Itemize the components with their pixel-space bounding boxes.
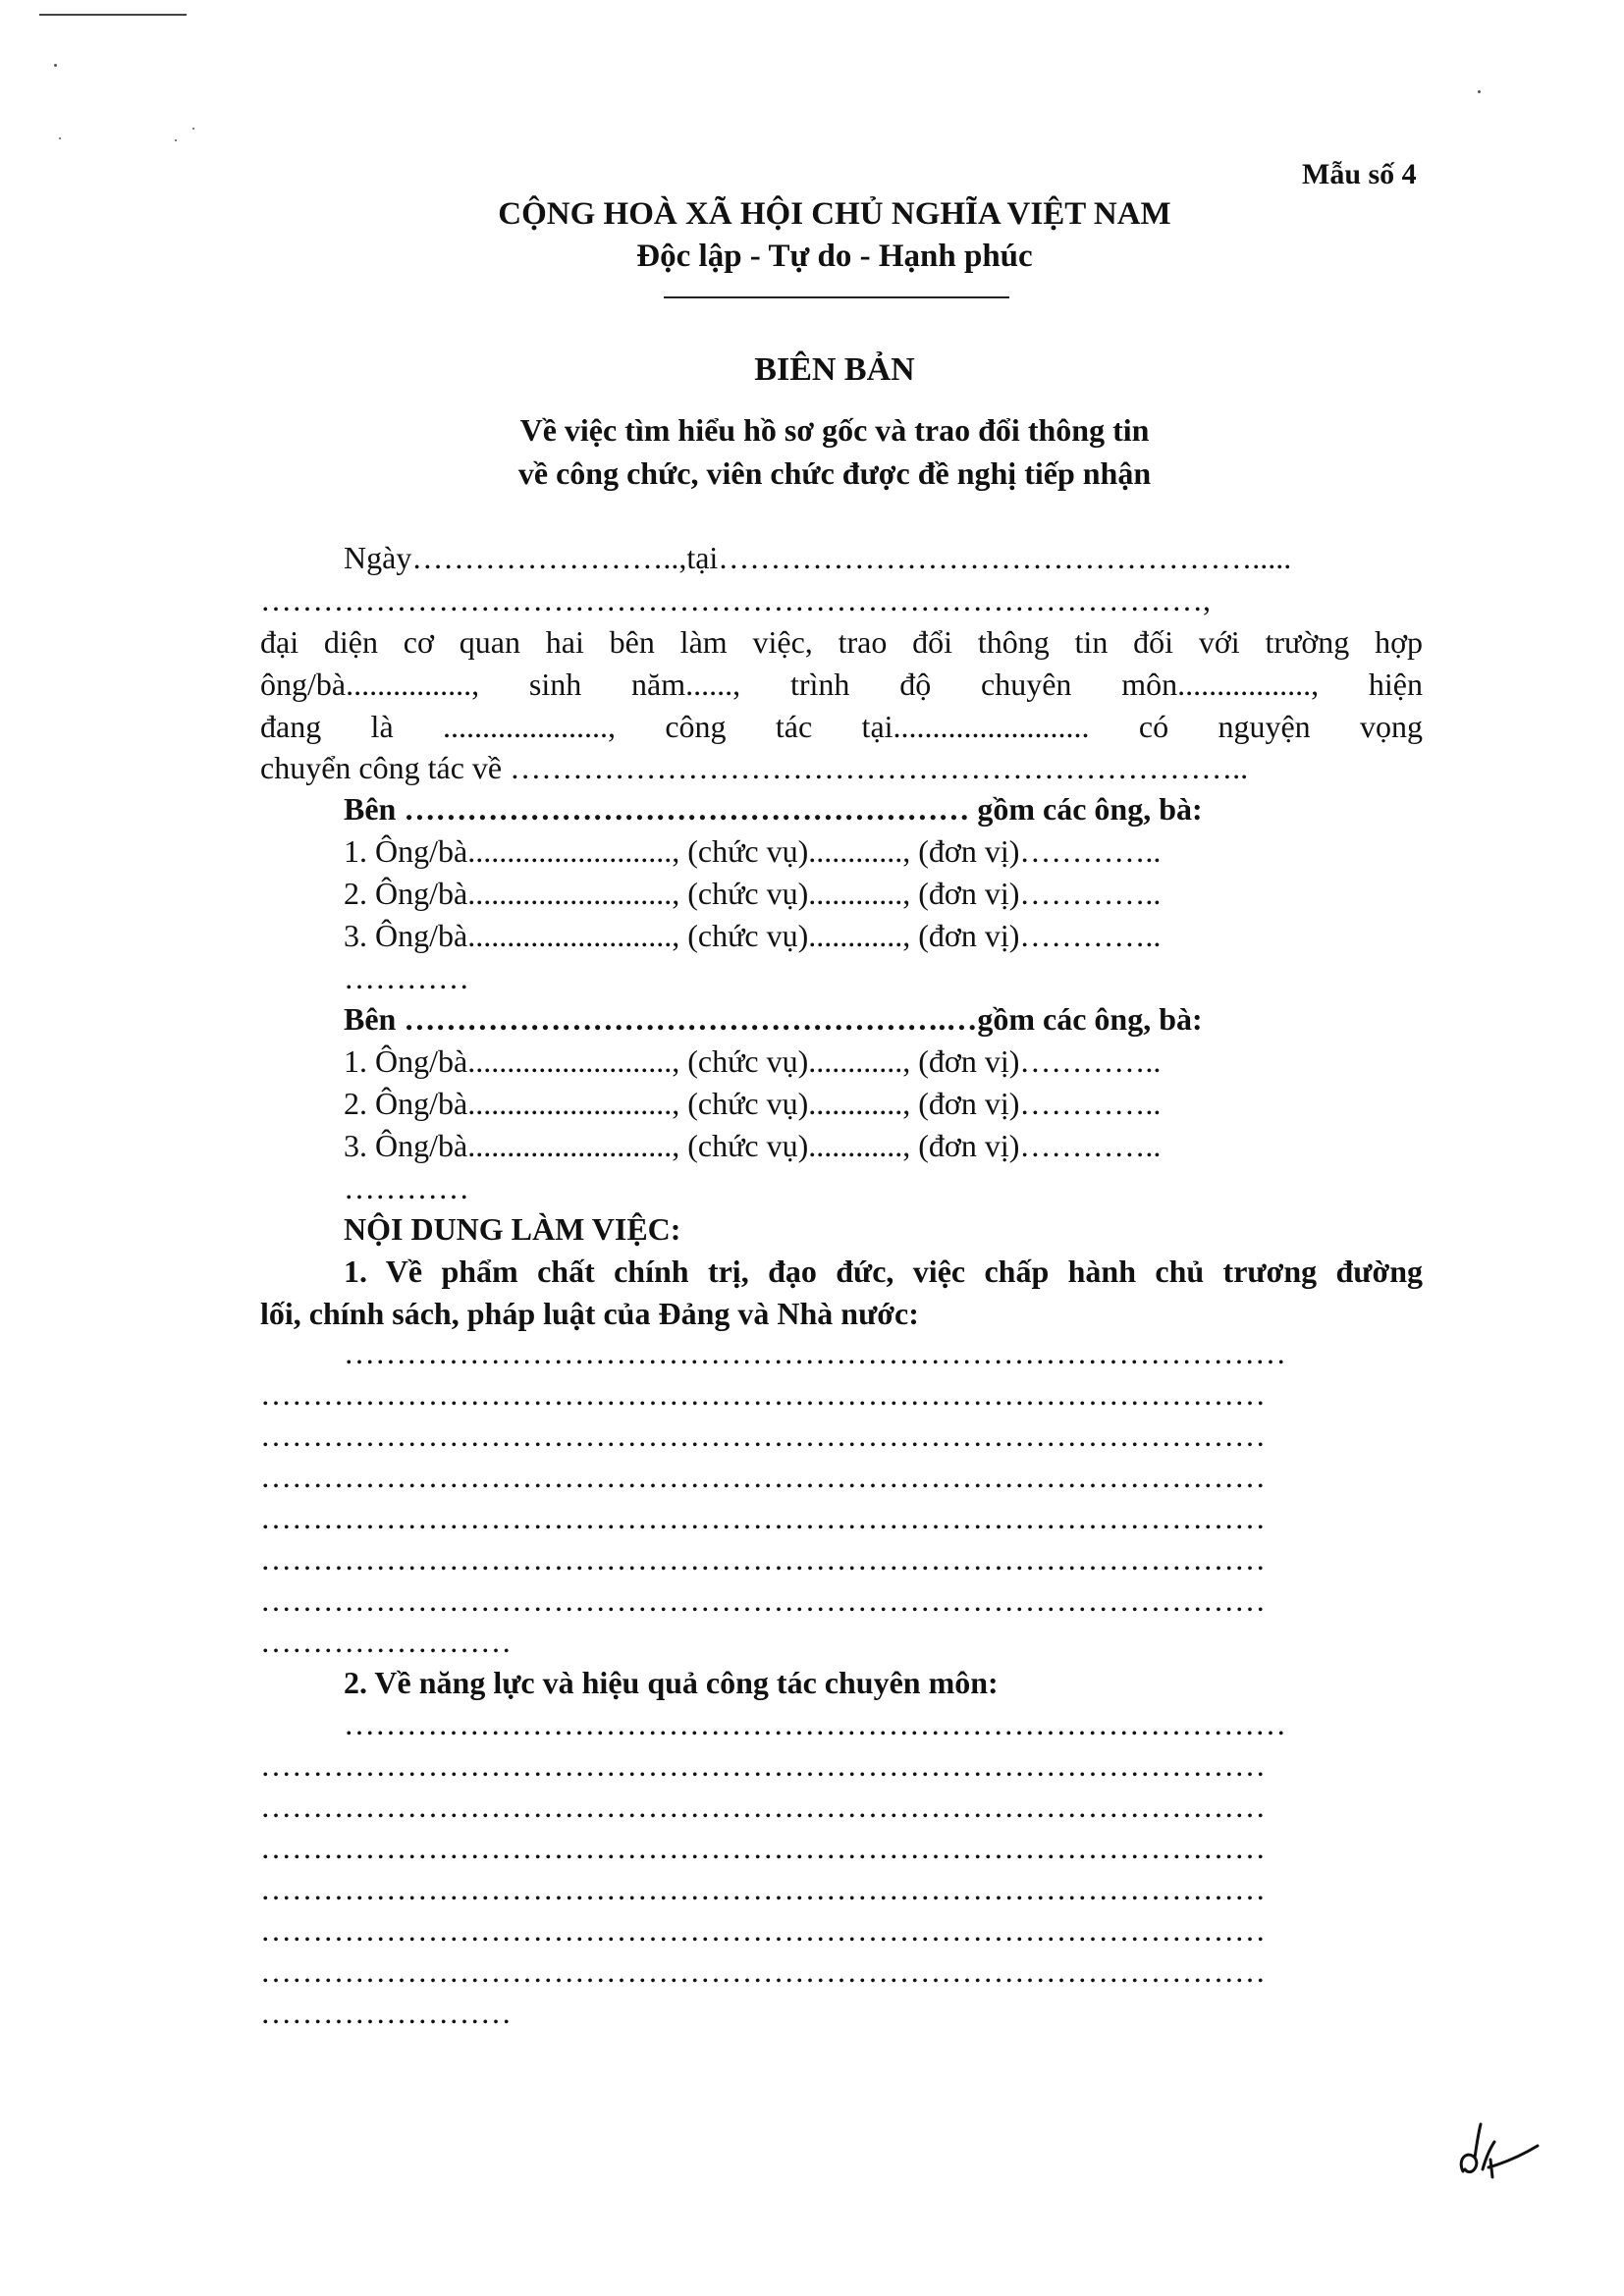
motto: Độc lập - Tự do - Hạnh phúc [636, 239, 1033, 274]
party-1-continuation: ………… [344, 960, 469, 995]
section-1-blank-line: …………………………………………………………………………………… [260, 1541, 1266, 1576]
section-2-blank-line: ……………………………………………………………………………… [344, 1706, 1286, 1741]
party-2-member: 2. Ông/bà.........................., (chức vụ)............, (đơn vị)………….. [344, 1086, 1162, 1121]
party-1-member: 3. Ông/bà.........................., (chức vụ)............, (đơn vị)………….. [344, 918, 1162, 953]
section-1-blank-line: …………………………………………………………………………………… [260, 1376, 1266, 1412]
section-1-title-line-2: lối, chính sách, pháp luật của Đảng và Nhà nước: [260, 1296, 919, 1331]
section-2-blank-line: …………………………………………………………………………………… [260, 1871, 1266, 1906]
section-2-blank-line: …………………………………………………………………………………… [260, 1912, 1266, 1948]
scan-speck [1478, 90, 1481, 93]
section-1-blank-line: …………………………………………………………………………………… [260, 1500, 1266, 1535]
section-1-blank-line: …………………………………………………………………………………… [260, 1417, 1266, 1453]
section-1-blank-line: …………………… [260, 1624, 512, 1659]
section-1-blank-line: ……………………………………………………………………………… [344, 1335, 1286, 1370]
date-place-line: Ngày……………………..,tại……………………………………………..... [344, 540, 1292, 575]
section-1-title-line-1: 1. Về phẩm chất chính trị, đạo đức, việc chấp hành chủ trương đường [344, 1254, 1423, 1289]
intro-line-2: ………………………………………………………………………………, [260, 582, 1211, 617]
intro-line-4: ông/bà................, sinh năm......, trình độ chuyên môn................., hiện [260, 667, 1423, 702]
document-title: BIÊN BẢN [754, 351, 915, 388]
scan-speck [54, 64, 57, 67]
document-subtitle-line-2: về công chức, viên chức được đề nghị tiếp nhận [517, 455, 1152, 491]
party-1-member: 1. Ông/bà.........................., (chức vụ)............, (đơn vị)………….. [344, 833, 1162, 869]
scan-speck [175, 139, 177, 141]
section-1-blank-line: …………………………………………………………………………………… [260, 1459, 1266, 1494]
intro-line-5: đang là ....................., công tác tại......................... có nguyện vọng [260, 709, 1423, 744]
country-name: CỘNG HOÀ XÃ HỘI CHỦ NGHĨA VIỆT NAM [498, 196, 1171, 232]
section-2-blank-line: …………………………………………………………………………………… [260, 1953, 1266, 1989]
motto-underline [664, 296, 1009, 298]
form-number: Mẫu số 4 [1302, 158, 1417, 190]
intro-line-6: chuyển công tác về …………………………………………………………….. [260, 750, 1249, 785]
section-2-title: 2. Về năng lực và hiệu quả công tác chuyên môn: [344, 1665, 999, 1700]
section-1-blank-line: …………………………………………………………………………………… [260, 1582, 1266, 1618]
party-2-heading: Bên …………………………………………….…gồm các ông, bà: [344, 1001, 1203, 1037]
section-2-blank-line: …………………………………………………………………………………… [260, 1747, 1266, 1783]
section-2-blank-line: …………………… [260, 1995, 512, 2030]
section-2-blank-line: …………………………………………………………………………………… [260, 1830, 1266, 1865]
scan-speck [192, 128, 194, 130]
section-2-blank-line: …………………………………………………………………………………… [260, 1789, 1266, 1824]
scan-artifact-line [39, 14, 187, 16]
party-1-member: 2. Ông/bà.........................., (chức vụ)............, (đơn vị)………….. [344, 876, 1162, 911]
party-2-continuation: ………… [344, 1170, 469, 1205]
party-2-member: 1. Ông/bà.........................., (chức vụ)............, (đơn vị)………….. [344, 1043, 1162, 1079]
document-subtitle-line-1: Về việc tìm hiểu hồ sơ gốc và trao đổi thông tin [519, 412, 1150, 448]
intro-line-3: đại diện cơ quan hai bên làm việc, trao đổi thông tin đối với trường hợp [260, 624, 1423, 660]
handwritten-initials [1453, 2120, 1542, 2189]
party-2-member: 3. Ông/bà.........................., (chức vụ)............, (đơn vị)………….. [344, 1128, 1162, 1163]
scan-speck [59, 137, 61, 139]
content-heading: NỘI DUNG LÀM VIỆC: [344, 1211, 681, 1247]
party-1-heading: Bên ……………………………………………… gồm các ông, bà: [344, 791, 1203, 827]
